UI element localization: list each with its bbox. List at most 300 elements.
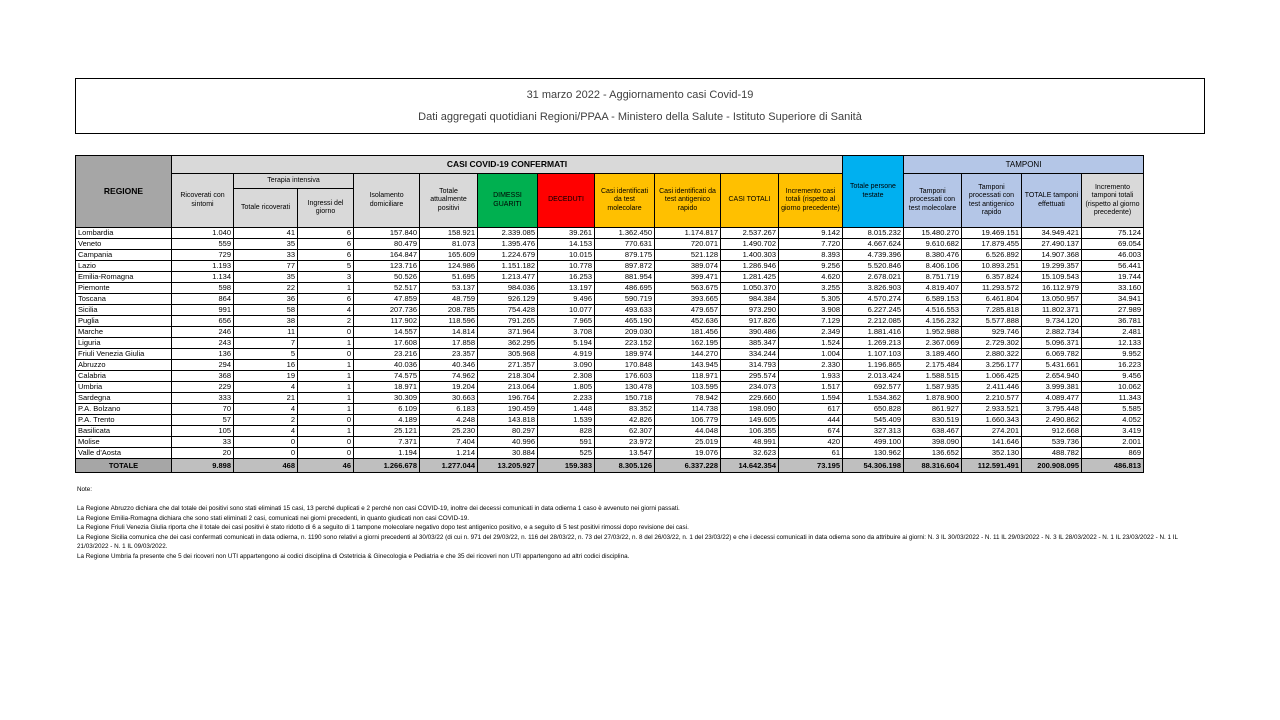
value-cell: 539.736 (1022, 437, 1082, 448)
header-tamponi-molecolare: Tamponi processati con test molecolare (904, 174, 962, 228)
value-cell: 23.216 (354, 349, 420, 360)
value-cell: 563.675 (655, 283, 721, 294)
value-cell: 19.744 (1082, 272, 1144, 283)
value-cell: 271.357 (478, 360, 538, 371)
header-regione: REGIONE (76, 156, 172, 228)
value-cell: 869 (1082, 448, 1144, 459)
value-cell: 2.490.862 (1022, 415, 1082, 426)
value-cell: 638.467 (904, 426, 962, 437)
value-cell: 1.066.425 (962, 371, 1022, 382)
value-cell: 5.096.371 (1022, 338, 1082, 349)
value-cell: 1 (298, 283, 354, 294)
value-cell: 8.380.476 (904, 250, 962, 261)
value-cell: 106.779 (655, 415, 721, 426)
note-umbria: La Regione Umbria fa presente che 5 dei ricoveri non UTI appartengono ai codici disciplina di Ostetricia & Ginecologia e Pediatria e che 35 dei ricoveri non UTI appartengono ad altri codici disciplina. (77, 552, 630, 560)
value-cell: 4.189 (354, 415, 420, 426)
value-cell: 4.739.396 (843, 250, 904, 261)
value-cell: 371.964 (478, 327, 538, 338)
value-cell: 674 (779, 426, 843, 437)
value-cell: 9.898 (172, 459, 234, 473)
region-row (76, 261, 1144, 272)
region-row (76, 294, 1144, 305)
region-name: P.A. Bolzano (76, 404, 172, 415)
region-name: Toscana (76, 294, 172, 305)
value-cell: 40.996 (478, 437, 538, 448)
value-cell: 1.277.044 (420, 459, 478, 473)
value-cell: 5.577.888 (962, 316, 1022, 327)
value-cell: 1.933 (779, 371, 843, 382)
value-cell: 9.142 (779, 228, 843, 239)
note-abruzzo: La Regione Abruzzo dichiara che dal totale dei positivi sono stati eliminati 15 casi, 13 perché duplicati e 2 perché non casi COVID-19, inoltre dei decessi comunicati in data odierna 1 caso è avvenuto nei giorni passati. (77, 505, 680, 513)
value-cell: 4 (234, 426, 298, 437)
value-cell: 69.054 (1082, 239, 1144, 250)
value-cell: 34.941 (1082, 294, 1144, 305)
value-cell: 61 (779, 448, 843, 459)
value-cell: 754.428 (478, 305, 538, 316)
value-cell: 881.954 (595, 272, 655, 283)
region-row (76, 437, 1144, 448)
table-header (76, 156, 1144, 228)
value-cell: 479.657 (655, 305, 721, 316)
value-cell: 15.480.270 (904, 228, 962, 239)
value-cell: 525 (538, 448, 595, 459)
value-cell: 295.574 (721, 371, 779, 382)
value-cell: 190.459 (478, 404, 538, 415)
value-cell: 112.591.491 (962, 459, 1022, 473)
value-cell: 14.557 (354, 327, 420, 338)
value-cell: 53.137 (420, 283, 478, 294)
value-cell: 6.109 (354, 404, 420, 415)
value-cell: 3.826.903 (843, 283, 904, 294)
value-cell: 8.305.126 (595, 459, 655, 473)
value-cell: 1.952.988 (904, 327, 962, 338)
note-sicilia: La Regione Sicilia comunica che dei casi confermati comunicati in data odierna, n. 1190 sono relativi a giorni precedenti al 30/03/22 (di cui n. 971 del 29/03/22, n. 116 del 28/03/22, n. 73 del 27/03/22, n. 8 del 26/03/22, n. 1 del 23/03/22) e che i decessi comunicati in data odierna sono da attribuire ai giorni: N. 3 IL 30/03/2022 - N. 11 IL 29/03/2022 - N. 3 IL 28/03/2022 - N. 1 IL 23/03/2022 - N. 1 IL 21/03/2022 - N. 1 IL 09/03/2022. (77, 533, 1178, 551)
value-cell: 6 (298, 239, 354, 250)
value-cell: 9.734.120 (1022, 316, 1082, 327)
value-cell: 88.316.604 (904, 459, 962, 473)
value-cell: 246 (172, 327, 234, 338)
value-cell: 0 (298, 437, 354, 448)
value-cell: 8.015.232 (843, 228, 904, 239)
value-cell: 1.224.679 (478, 250, 538, 261)
value-cell: 1.588.515 (904, 371, 962, 382)
value-cell: 5.520.846 (843, 261, 904, 272)
value-cell: 984.384 (721, 294, 779, 305)
value-cell: 25.230 (420, 426, 478, 437)
value-cell: 11.343 (1082, 393, 1144, 404)
value-cell: 44.048 (655, 426, 721, 437)
value-cell: 6.069.782 (1022, 349, 1082, 360)
value-cell: 124.986 (420, 261, 478, 272)
value-cell: 159.383 (538, 459, 595, 473)
value-cell: 2.233 (538, 393, 595, 404)
value-cell: 181.456 (655, 327, 721, 338)
covid-data-table (75, 155, 1144, 473)
value-cell: 123.716 (354, 261, 420, 272)
value-cell: 83.352 (595, 404, 655, 415)
value-cell: 1.395.476 (478, 239, 538, 250)
value-cell: 420 (779, 437, 843, 448)
value-cell: 398.090 (904, 437, 962, 448)
value-cell: 828 (538, 426, 595, 437)
value-cell: 2.882.734 (1022, 327, 1082, 338)
value-cell: 4.516.553 (904, 305, 962, 316)
value-cell: 150.718 (595, 393, 655, 404)
value-cell: 6 (298, 228, 354, 239)
value-cell: 13.050.957 (1022, 294, 1082, 305)
value-cell: 16.223 (1082, 360, 1144, 371)
value-cell: 4.156.232 (904, 316, 962, 327)
value-cell: 1 (298, 338, 354, 349)
value-cell: 4.919 (538, 349, 595, 360)
value-cell: 6.357.824 (962, 272, 1022, 283)
region-row (76, 327, 1144, 338)
value-cell: 27.989 (1082, 305, 1144, 316)
value-cell: 16 (234, 360, 298, 371)
value-cell: 9.610.682 (904, 239, 962, 250)
value-cell: 22 (234, 283, 298, 294)
value-cell: 200.908.095 (1022, 459, 1082, 473)
value-cell: 149.605 (721, 415, 779, 426)
value-cell: 1.040 (172, 228, 234, 239)
value-cell: 591 (538, 437, 595, 448)
value-cell: 189.974 (595, 349, 655, 360)
header-terapia-intensiva: Terapia intensiva (234, 174, 354, 189)
header-ricoverati: Ricoverati con sintomi (172, 174, 234, 228)
value-cell: 770.631 (595, 239, 655, 250)
value-cell: 1.878.900 (904, 393, 962, 404)
value-cell: 213.064 (478, 382, 538, 393)
value-cell: 74.962 (420, 371, 478, 382)
value-cell: 19.469.151 (962, 228, 1022, 239)
value-cell: 80.479 (354, 239, 420, 250)
header-band-tamponi: TAMPONI (904, 156, 1144, 174)
value-cell: 917.826 (721, 316, 779, 327)
value-cell: 73.195 (779, 459, 843, 473)
region-row (76, 404, 1144, 415)
value-cell: 1.174.817 (655, 228, 721, 239)
value-cell: 30.663 (420, 393, 478, 404)
value-cell: 617 (779, 404, 843, 415)
value-cell: 158.921 (420, 228, 478, 239)
bulletin-date-title: 31 marzo 2022 - Aggiornamento casi Covid-19 (526, 89, 754, 101)
region-row (76, 448, 1144, 459)
value-cell: 32.623 (721, 448, 779, 459)
value-cell: 118.971 (655, 371, 721, 382)
value-cell: 13.547 (595, 448, 655, 459)
value-cell: 35 (234, 239, 298, 250)
value-cell: 14.814 (420, 327, 478, 338)
value-cell: 1.004 (779, 349, 843, 360)
value-cell: 17.879.455 (962, 239, 1022, 250)
value-cell: 103.595 (655, 382, 721, 393)
value-cell: 209.030 (595, 327, 655, 338)
value-cell: 18.971 (354, 382, 420, 393)
value-cell: 314.793 (721, 360, 779, 371)
value-cell: 692.577 (843, 382, 904, 393)
value-cell: 229.660 (721, 393, 779, 404)
value-cell: 2.880.322 (962, 349, 1022, 360)
value-cell: 6.227.245 (843, 305, 904, 316)
value-cell: 3 (298, 272, 354, 283)
value-cell: 1.269.213 (843, 338, 904, 349)
value-cell: 3.708 (538, 327, 595, 338)
note-emilia-romagna: La Regione Emilia-Romagna dichiara che sono stati eliminati 2 casi, comunicati nei giorni precedenti, in quanto giudicati non casi COVID-19. (77, 514, 470, 522)
value-cell: 130.962 (843, 448, 904, 459)
value-cell: 40.036 (354, 360, 420, 371)
value-cell: 2.339.085 (478, 228, 538, 239)
value-cell: 3.189.460 (904, 349, 962, 360)
value-cell: 144.270 (655, 349, 721, 360)
value-cell: 38 (234, 316, 298, 327)
value-cell: 7.371 (354, 437, 420, 448)
value-cell: 74.575 (354, 371, 420, 382)
value-cell: 78.942 (655, 393, 721, 404)
value-cell: 19 (234, 371, 298, 382)
header-casi-molecolare: Casi identificati da test molecolare (595, 174, 655, 228)
value-cell: 912.668 (1022, 426, 1082, 437)
value-cell: 444 (779, 415, 843, 426)
value-cell: 9.456 (1082, 371, 1144, 382)
notes-section (77, 485, 1205, 561)
value-cell: 333 (172, 393, 234, 404)
value-cell: 2.001 (1082, 437, 1144, 448)
value-cell: 1.539 (538, 415, 595, 426)
value-cell: 1.587.935 (904, 382, 962, 393)
value-cell: 2.411.446 (962, 382, 1022, 393)
value-cell: 170.848 (595, 360, 655, 371)
value-cell: 130.478 (595, 382, 655, 393)
value-cell: 48.759 (420, 294, 478, 305)
value-cell: 47.859 (354, 294, 420, 305)
region-row (76, 305, 1144, 316)
value-cell: 9.256 (779, 261, 843, 272)
value-cell: 1.213.477 (478, 272, 538, 283)
value-cell: 23.972 (595, 437, 655, 448)
value-cell: 2.481 (1082, 327, 1144, 338)
value-cell: 1.107.103 (843, 349, 904, 360)
value-cell: 305.968 (478, 349, 538, 360)
value-cell: 2.212.085 (843, 316, 904, 327)
value-cell: 4 (234, 404, 298, 415)
value-cell: 17.858 (420, 338, 478, 349)
total-label: TOTALE (76, 459, 172, 473)
value-cell: 656 (172, 316, 234, 327)
value-cell: 19.204 (420, 382, 478, 393)
region-row (76, 316, 1144, 327)
header-casi-antigenico: Casi identificati da test antigenico rapido (655, 174, 721, 228)
notes-title: Note: (77, 486, 93, 493)
value-cell: 352.130 (962, 448, 1022, 459)
value-cell: 0 (298, 415, 354, 426)
value-cell: 16.112.979 (1022, 283, 1082, 294)
value-cell: 208.785 (420, 305, 478, 316)
title-box (75, 78, 1205, 134)
value-cell: 21 (234, 393, 298, 404)
value-cell: 10.893.251 (962, 261, 1022, 272)
value-cell: 30.884 (478, 448, 538, 459)
value-cell: 390.486 (721, 327, 779, 338)
value-cell: 3.419 (1082, 426, 1144, 437)
value-cell: 399.471 (655, 272, 721, 283)
value-cell: 3.255 (779, 283, 843, 294)
value-cell: 4.089.477 (1022, 393, 1082, 404)
value-cell: 6.337.228 (655, 459, 721, 473)
header-incremento-casi: Incremento casi totali (rispetto al giorno precedente) (779, 174, 843, 228)
value-cell: 1 (298, 371, 354, 382)
value-cell: 1.805 (538, 382, 595, 393)
region-name: Liguria (76, 338, 172, 349)
region-row (76, 228, 1144, 239)
value-cell: 8.406.106 (904, 261, 962, 272)
value-cell: 1.594 (779, 393, 843, 404)
header-incremento-tamponi: Incremento tamponi totali (rispetto al giorno precedente) (1082, 174, 1144, 228)
value-cell: 4.620 (779, 272, 843, 283)
value-cell: 9.952 (1082, 349, 1144, 360)
value-cell: 1.050.370 (721, 283, 779, 294)
value-cell: 1.534.362 (843, 393, 904, 404)
value-cell: 196.764 (478, 393, 538, 404)
region-name: Molise (76, 437, 172, 448)
value-cell: 162.195 (655, 338, 721, 349)
header-attualmente-positivi: Totale attualmente positivi (420, 174, 478, 228)
value-cell: 4.570.274 (843, 294, 904, 305)
region-row (76, 239, 1144, 250)
value-cell: 229 (172, 382, 234, 393)
value-cell: 141.646 (962, 437, 1022, 448)
value-cell: 51.695 (420, 272, 478, 283)
value-cell: 1.517 (779, 382, 843, 393)
value-cell: 57 (172, 415, 234, 426)
value-cell: 16.253 (538, 272, 595, 283)
header-isolamento: Isolamento domiciliare (354, 174, 420, 228)
value-cell: 7.720 (779, 239, 843, 250)
region-row (76, 393, 1144, 404)
value-cell: 274.201 (962, 426, 1022, 437)
value-cell: 327.313 (843, 426, 904, 437)
value-cell: 590.719 (595, 294, 655, 305)
value-cell: 468 (234, 459, 298, 473)
header-tamponi-totale: TOTALE tamponi effettuati (1022, 174, 1082, 228)
value-cell: 70 (172, 404, 234, 415)
value-cell: 117.902 (354, 316, 420, 327)
value-cell: 6 (298, 294, 354, 305)
value-cell: 2.349 (779, 327, 843, 338)
value-cell: 0 (298, 327, 354, 338)
value-cell: 5 (298, 261, 354, 272)
value-cell: 27.490.137 (1022, 239, 1082, 250)
value-cell: 143.945 (655, 360, 721, 371)
value-cell: 4.667.624 (843, 239, 904, 250)
value-cell: 2.933.521 (962, 404, 1022, 415)
value-cell: 223.152 (595, 338, 655, 349)
value-cell: 7.404 (420, 437, 478, 448)
value-cell: 46.003 (1082, 250, 1144, 261)
value-cell: 35 (234, 272, 298, 283)
value-cell: 36.781 (1082, 316, 1144, 327)
value-cell: 7.965 (538, 316, 595, 327)
value-cell: 50.526 (354, 272, 420, 283)
value-cell: 0 (234, 448, 298, 459)
region-name: Emilia-Romagna (76, 272, 172, 283)
value-cell: 1 (298, 360, 354, 371)
value-cell: 81.073 (420, 239, 478, 250)
value-cell: 3.908 (779, 305, 843, 316)
value-cell: 385.347 (721, 338, 779, 349)
value-cell: 861.927 (904, 404, 962, 415)
value-cell: 25.121 (354, 426, 420, 437)
region-name: Marche (76, 327, 172, 338)
region-row (76, 426, 1144, 437)
value-cell: 62.307 (595, 426, 655, 437)
value-cell: 3.795.448 (1022, 404, 1082, 415)
value-cell: 991 (172, 305, 234, 316)
header-tamponi-antigenico: Tamponi processati con test antigenico rapido (962, 174, 1022, 228)
value-cell: 33 (234, 250, 298, 261)
header-ti-totale: Totale ricoverati (234, 189, 298, 228)
value-cell: 8.393 (779, 250, 843, 261)
region-row (76, 250, 1144, 261)
bulletin-subtitle: Dati aggregati quotidiani Regioni/PPAA - Ministero della Salute - Istituto Superiore di Sanità (418, 111, 862, 123)
value-cell: 36 (234, 294, 298, 305)
value-cell: 9.496 (538, 294, 595, 305)
value-cell: 2 (298, 316, 354, 327)
value-cell: 4 (298, 305, 354, 316)
region-name: Sicilia (76, 305, 172, 316)
value-cell: 42.826 (595, 415, 655, 426)
header-ti-ingressi: Ingressi del giorno (298, 189, 354, 228)
value-cell: 1 (298, 382, 354, 393)
header-casi-totali: CASI TOTALI (721, 174, 779, 228)
value-cell: 0 (298, 448, 354, 459)
region-name: Campania (76, 250, 172, 261)
value-cell: 58 (234, 305, 298, 316)
value-cell: 14.153 (538, 239, 595, 250)
value-cell: 1.193 (172, 261, 234, 272)
value-cell: 294 (172, 360, 234, 371)
value-cell: 545.409 (843, 415, 904, 426)
value-cell: 52.517 (354, 283, 420, 294)
value-cell: 48.991 (721, 437, 779, 448)
value-cell: 2.654.940 (1022, 371, 1082, 382)
value-cell: 5.431.661 (1022, 360, 1082, 371)
value-cell: 80.297 (478, 426, 538, 437)
value-cell: 2.175.484 (904, 360, 962, 371)
value-cell: 4.819.407 (904, 283, 962, 294)
value-cell: 5.585 (1082, 404, 1144, 415)
region-row (76, 349, 1144, 360)
region-row (76, 371, 1144, 382)
value-cell: 77 (234, 261, 298, 272)
value-cell: 1.266.678 (354, 459, 420, 473)
value-cell: 2.678.021 (843, 272, 904, 283)
value-cell: 486.813 (1082, 459, 1144, 473)
value-cell: 2.308 (538, 371, 595, 382)
region-name: Basilicata (76, 426, 172, 437)
value-cell: 830.519 (904, 415, 962, 426)
value-cell: 114.738 (655, 404, 721, 415)
value-cell: 1 (298, 393, 354, 404)
value-cell: 488.782 (1022, 448, 1082, 459)
value-cell: 40.346 (420, 360, 478, 371)
value-cell: 7.129 (779, 316, 843, 327)
value-cell: 559 (172, 239, 234, 250)
value-cell: 234.073 (721, 382, 779, 393)
value-cell: 4.052 (1082, 415, 1144, 426)
value-cell: 198.090 (721, 404, 779, 415)
value-cell: 10.778 (538, 261, 595, 272)
value-cell: 897.872 (595, 261, 655, 272)
